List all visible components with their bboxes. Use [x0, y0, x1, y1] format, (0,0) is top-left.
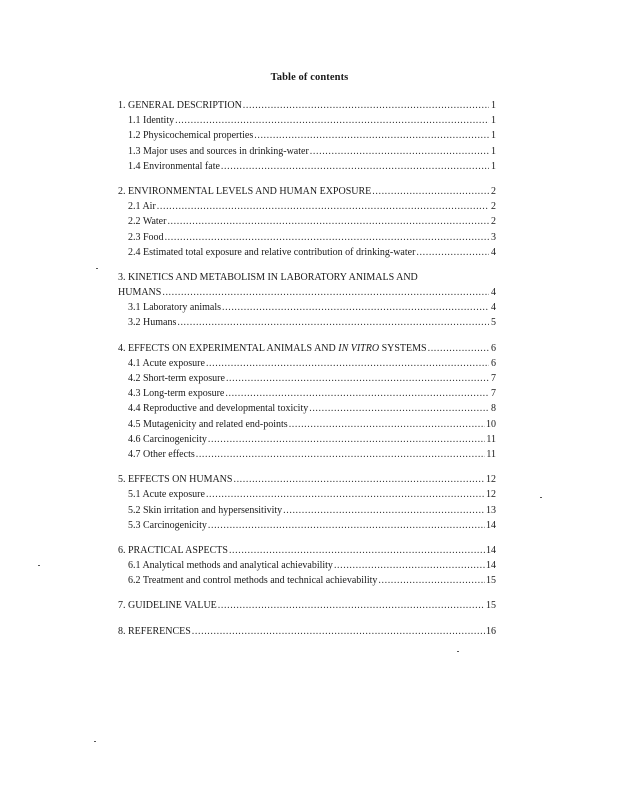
toc-item-3-1[interactable] [118, 300, 496, 315]
dot-leader [243, 98, 489, 113]
dot-leader [175, 113, 489, 128]
toc-section-label [118, 341, 427, 356]
toc-page-number: 1 [491, 160, 496, 172]
dot-leader [428, 341, 489, 356]
toc-item-5-1[interactable] [118, 487, 496, 502]
toc-item-1-1[interactable] [118, 113, 496, 128]
toc-section-3-line1[interactable] [118, 270, 496, 285]
toc-item-2-2[interactable] [118, 214, 496, 229]
scan-speck [94, 741, 96, 742]
toc-item-4-6[interactable] [118, 432, 496, 447]
toc-section-label: 8. REFERENCES [118, 625, 191, 637]
toc-item-2-1[interactable] [118, 199, 496, 214]
toc-page-number: 12 [486, 489, 496, 501]
toc-item-label: 5.2 Skin irritation and hypersensitivity [128, 504, 283, 516]
toc-page-number: 4 [491, 246, 496, 258]
toc-section-6[interactable] [118, 543, 496, 558]
toc-item-6-2[interactable] [118, 573, 496, 588]
toc-item-5-3[interactable] [118, 518, 496, 533]
toc-page-number: 13 [486, 504, 496, 516]
dot-leader [218, 598, 485, 613]
toc-page-number: 4 [491, 302, 496, 314]
toc-section-4[interactable] [118, 341, 496, 356]
toc-page-number: 14 [486, 544, 496, 556]
dot-leader [309, 401, 489, 416]
dot-leader [208, 518, 485, 533]
dot-leader [283, 503, 485, 518]
dot-leader [254, 128, 489, 143]
toc-section-label: 6. PRACTICAL ASPECTS [118, 544, 228, 556]
toc-page-number: 7 [491, 388, 496, 400]
toc-section-5[interactable] [118, 472, 496, 487]
toc-item-6-1[interactable] [118, 558, 496, 573]
dot-leader [157, 199, 489, 214]
toc-section-label: 1. GENERAL DESCRIPTION [118, 100, 242, 111]
toc-section-label-head: 4. EFFECTS ON EXPERIMENTAL ANIMALS AND [118, 342, 336, 354]
toc-item-label: 4.4 Reproductive and developmental toxicity [128, 403, 309, 415]
toc-section-2[interactable] [118, 184, 496, 199]
toc-section-1[interactable] [118, 98, 496, 113]
toc-item-label: 1.2 Physicochemical properties [128, 130, 254, 142]
toc-item-2-4[interactable] [118, 245, 496, 260]
toc-item-label: 4.6 Carcinogenicity [128, 433, 207, 445]
dot-leader [206, 356, 489, 371]
dot-leader [208, 432, 485, 447]
toc-item-label: 2.2 Water [128, 216, 167, 228]
toc-item-label: 1.3 Major uses and sources in drinking-water [128, 145, 309, 157]
toc-item-4-2[interactable] [118, 371, 496, 386]
dot-leader [229, 543, 485, 558]
toc-section-label-italic: IN VITRO [338, 342, 380, 354]
toc-section-label: 2. ENVIRONMENTAL LEVELS AND HUMAN EXPOSURE [118, 185, 372, 197]
scan-speck [457, 651, 459, 652]
toc-page-number: 1 [491, 130, 496, 142]
dot-leader [222, 300, 489, 315]
dot-leader [165, 230, 489, 245]
dot-leader [233, 472, 485, 487]
toc-section-7[interactable] [118, 598, 496, 613]
toc-item-label: 2.1 Air [128, 201, 156, 213]
scan-speck [540, 497, 542, 498]
toc-item-1-3[interactable] [118, 144, 496, 159]
toc-page-number: 11 [486, 433, 496, 445]
toc-page-number: 1 [491, 100, 496, 111]
toc-item-4-7[interactable] [118, 447, 496, 462]
toc-item-label: 5.3 Carcinogenicity [128, 519, 207, 531]
dot-leader [378, 573, 485, 588]
toc-page-number: 6 [491, 342, 496, 354]
toc-item-label: 5.1 Acute exposure [128, 489, 205, 501]
toc-item-1-2[interactable] [118, 128, 496, 143]
toc-page-number: 16 [486, 625, 496, 637]
toc-section-label: HUMANS [118, 287, 162, 299]
dot-leader [221, 159, 489, 174]
toc-page-number: 2 [491, 201, 496, 213]
toc-item-label: 6.2 Treatment and control methods and technical achievability [128, 575, 378, 587]
toc-page-number: 14 [486, 560, 496, 572]
dot-leader [372, 184, 489, 199]
toc-item-4-1[interactable] [118, 356, 496, 371]
toc-page-number: 1 [491, 115, 496, 127]
toc-section-label-tail: SYSTEMS [381, 342, 427, 354]
table-of-contents [118, 98, 496, 639]
toc-item-2-3[interactable] [118, 230, 496, 245]
dot-leader [310, 144, 489, 159]
toc-item-label: 4.3 Long-term exposure [128, 388, 225, 400]
dot-leader [167, 214, 489, 229]
dot-leader [226, 371, 489, 386]
toc-page-number: 12 [486, 474, 496, 486]
dot-leader [177, 315, 489, 330]
toc-item-label: 1.4 Environmental fate [128, 160, 220, 172]
toc-page-number: 2 [491, 185, 496, 197]
toc-item-label: 2.3 Food [128, 231, 164, 243]
dot-leader [225, 386, 489, 401]
toc-page-number: 3 [491, 231, 496, 243]
toc-page-number: 5 [491, 317, 496, 329]
dot-leader [192, 624, 485, 639]
toc-section-8[interactable] [118, 624, 496, 639]
toc-item-label: 4.7 Other effects [128, 448, 195, 460]
toc-item-4-5[interactable] [118, 417, 496, 432]
toc-section-label: 3. KINETICS AND METABOLISM IN LABORATORY ANIMALS AND [118, 271, 418, 283]
scan-speck [96, 268, 98, 269]
toc-page-number: 11 [486, 448, 496, 460]
dot-leader [334, 558, 485, 573]
toc-page-number: 8 [491, 403, 496, 415]
page-title: Table of contents [270, 72, 349, 83]
scan-speck [38, 565, 40, 566]
toc-section-label: 5. EFFECTS ON HUMANS [118, 474, 233, 486]
toc-item-label: 6.1 Analytical methods and analytical achievability [128, 560, 333, 572]
toc-section-label: 7. GUIDELINE VALUE [118, 600, 217, 612]
dot-leader [289, 417, 485, 432]
dot-leader [206, 487, 485, 502]
toc-item-label: 4.1 Acute exposure [128, 357, 205, 369]
toc-item-4-4[interactable] [118, 401, 496, 416]
dot-leader [416, 245, 489, 260]
toc-item-label: 1.1 Identity [128, 115, 175, 127]
toc-item-label: 4.2 Short-term exposure [128, 373, 225, 384]
toc-item-5-2[interactable] [118, 503, 496, 518]
toc-page-number: 15 [486, 575, 496, 587]
dot-leader [196, 447, 486, 462]
toc-section-3[interactable] [118, 285, 496, 300]
toc-page-number: 6 [491, 357, 496, 369]
toc-item-label: 3.1 Laboratory animals [128, 302, 222, 314]
toc-item-4-3[interactable] [118, 386, 496, 401]
toc-page-number: 7 [491, 373, 496, 384]
toc-item-label: 2.4 Estimated total exposure and relative contribution of drinking-water [128, 246, 416, 258]
toc-page-number: 14 [486, 519, 496, 531]
toc-page-number: 10 [486, 418, 496, 430]
toc-item-label: 3.2 Humans [128, 317, 177, 329]
toc-page-number: 15 [486, 600, 496, 612]
dot-leader [162, 285, 489, 300]
toc-page-number: 4 [491, 287, 496, 299]
toc-item-3-2[interactable] [118, 315, 496, 330]
toc-page-number: 2 [491, 216, 496, 228]
toc-page-number: 1 [491, 145, 496, 157]
toc-item-1-4[interactable] [118, 159, 496, 174]
toc-item-label: 4.5 Mutagenicity and related end-points [128, 418, 288, 430]
